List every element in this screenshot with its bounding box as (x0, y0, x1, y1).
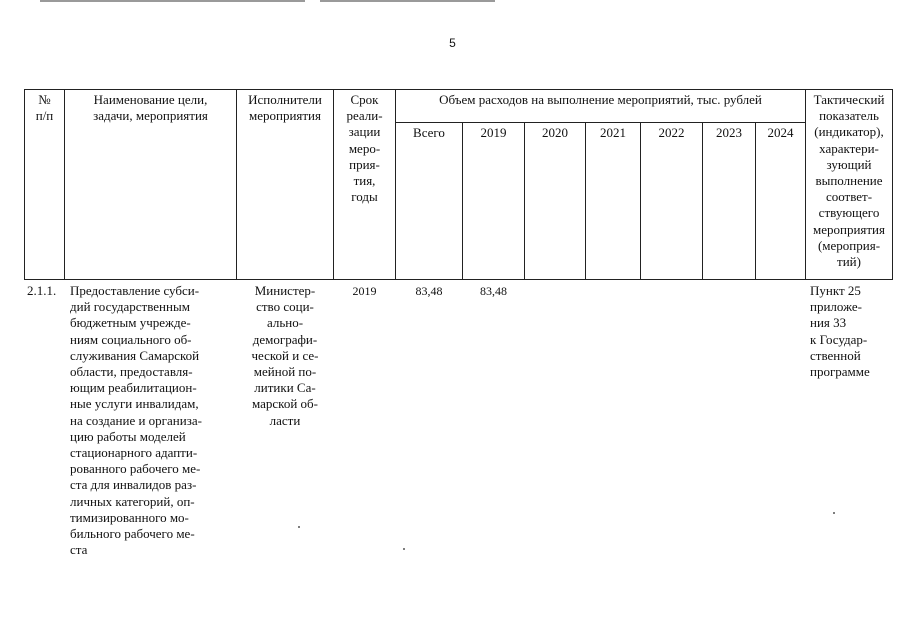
scan-edge-left (40, 0, 305, 2)
header-year-2023: 2023 (716, 125, 742, 140)
header-year-2020: 2020 (542, 125, 568, 140)
header-year-2019: 2019 (480, 125, 507, 140)
row-num: 2.1.1. (27, 283, 57, 298)
scan-edge-right (320, 0, 495, 2)
row-term: 2019 (352, 284, 377, 298)
header-indicator: Тактический показатель (индикатор), характери- зующий выполнение соответ- ствующего мероприятия (мероприя- тий) (812, 92, 885, 270)
header-term: Срок реали- зации меро- прия- тия, годы (346, 92, 383, 205)
scan-speck (833, 512, 835, 514)
header-total: Всего (413, 125, 445, 140)
header-year-2024: 2024 (767, 125, 794, 140)
header-executors: Исполнители мероприятия (248, 92, 322, 124)
scan-speck (298, 526, 300, 528)
page-number: 5 (449, 36, 456, 50)
header-year-2021: 2021 (600, 125, 626, 140)
row-total: 83,48 (415, 284, 443, 298)
header-name: Наименование цели, задачи, мероприятия (93, 92, 208, 124)
header-num: № п/п (35, 92, 54, 124)
scan-speck (403, 548, 405, 550)
row-name: Предоставление субси- дий государственным бюджетным учрежде- ниям социального об- служивания Самарской области, предоставля- ющим реабилитацион- ные услуги инвалидам, на создание и организа- цию работы моделей стационарного адапти- рованного рабочего ме- ста для инвалидов раз- личных категорий, оп- тимизированного мо- бильного рабочего ме- ста (70, 283, 202, 558)
header-year-2022: 2022 (658, 125, 685, 140)
row-executor: Министер- ство соци- ально- демографи- ческой и се- мейной по- литики Са- марской об- ласти (251, 283, 319, 428)
row-2019: 83,48 (480, 284, 507, 298)
header-expenses: Объем расходов на выполнение мероприятий, тыс. рублей (439, 92, 762, 107)
row-indicator: Пункт 25 приложе- ния 33 к Государ- ственной программе (810, 283, 870, 380)
